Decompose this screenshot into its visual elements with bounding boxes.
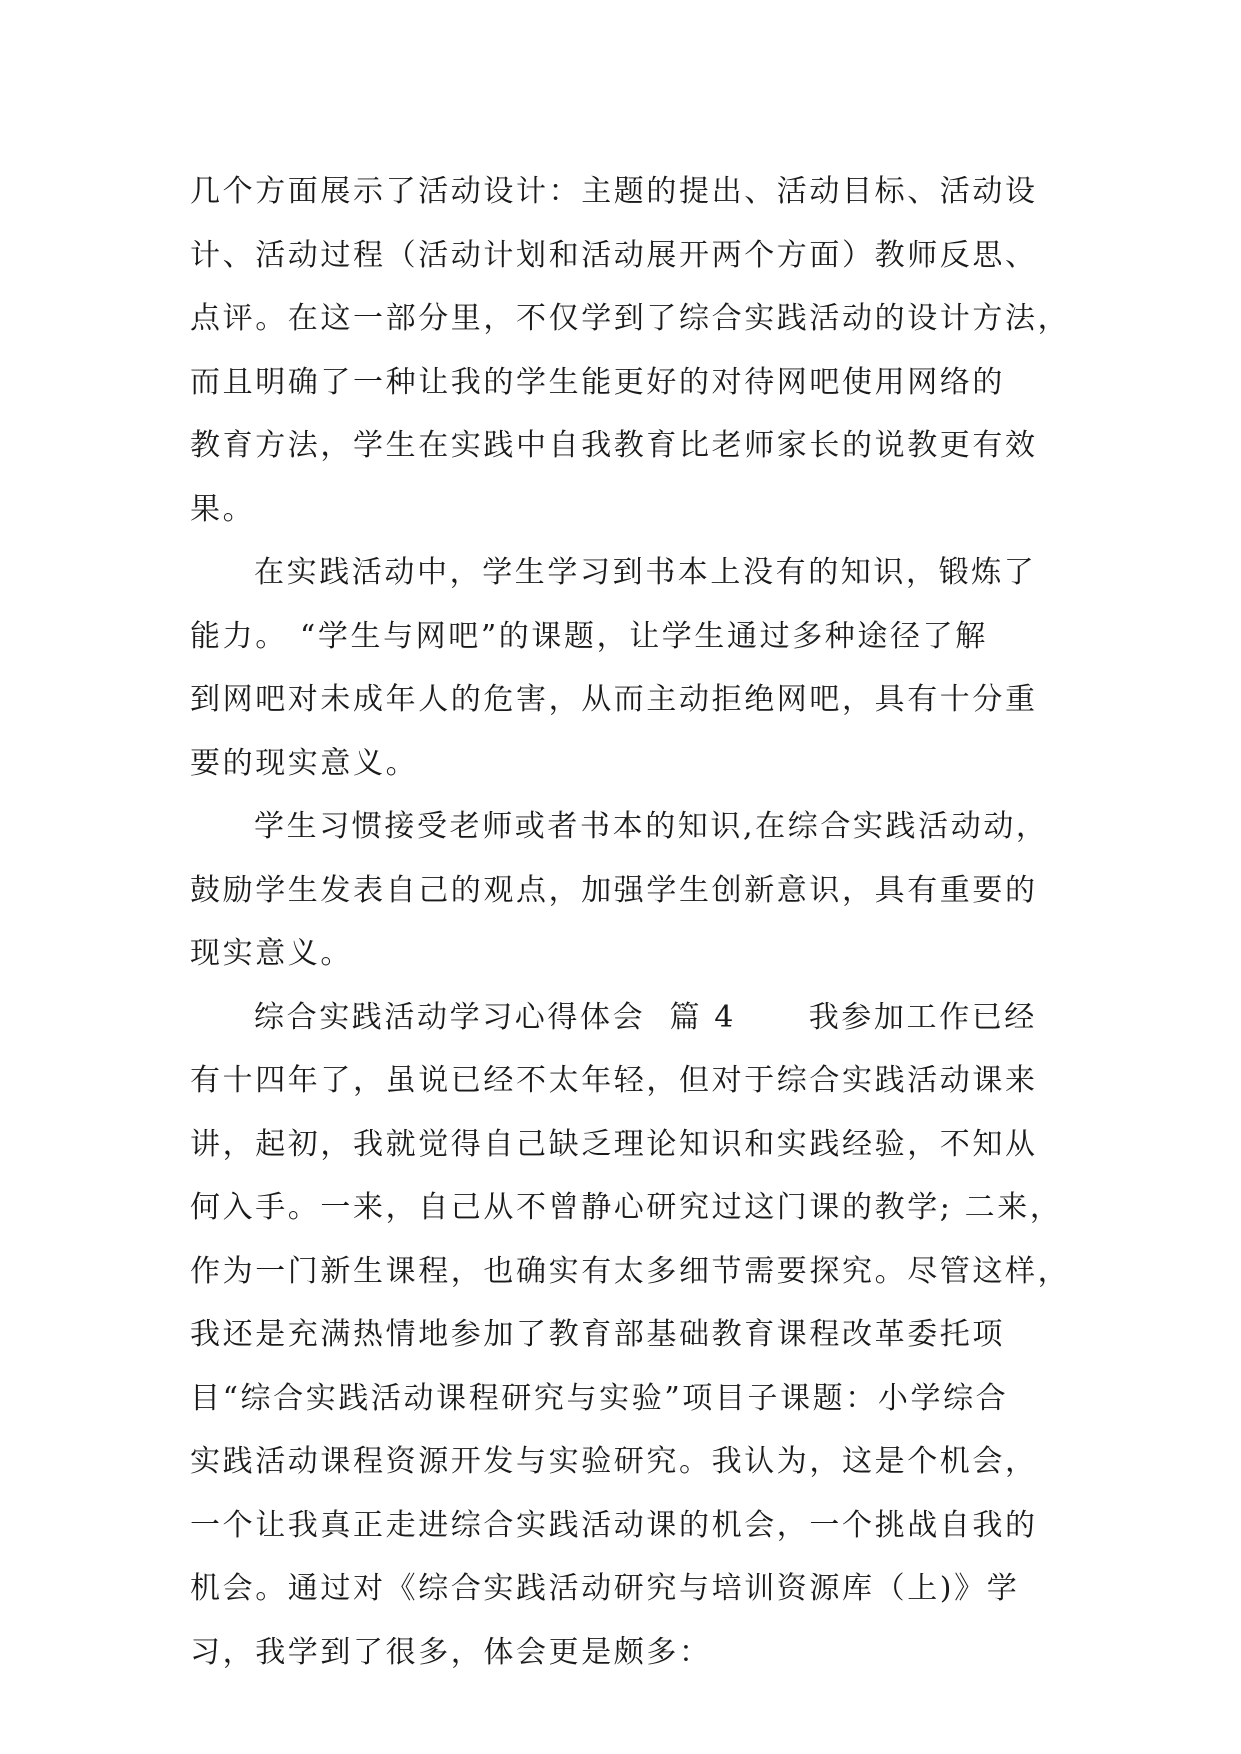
text-line: 作为一门新生课程，也确实有太多细节需要探究。尽管这样， <box>190 1253 1071 1289</box>
text-line: 教育方法，学生在实践中自我教育比老师家长的说教更有效 <box>190 428 1038 463</box>
text-line: 要的现实意义。 <box>190 745 419 781</box>
text-line: 习，我学到了很多，体会更是颇多： <box>190 1634 712 1670</box>
text-line: 目“综合实践活动课程研究与实验”项目子课题：小学综合 <box>190 1380 1009 1416</box>
text-line: 机会。通过对《综合实践活动研究与培训资源库（上)》学 <box>190 1571 1020 1606</box>
text-line: 何入手。一来，自己从不曾静心研究过这门课的教学; 二来， <box>190 1190 1063 1225</box>
text-line: 果。 <box>190 491 256 527</box>
text-line: 能力。 “学生与网吧”的课题，让学生通过多种途径了解 <box>190 618 988 654</box>
text-line: 点评。在这一部分里，不仅学到了综合实践活动的设计方法， <box>190 301 1071 336</box>
text-line: 讲，起初，我就觉得自己缺乏理论知识和实践经验，不知从 <box>190 1126 1038 1162</box>
document-body <box>190 160 1070 1684</box>
text-line: 一个让我真正走进综合实践活动课的机会，一个挑战自我的 <box>190 1507 1038 1543</box>
text-line: 而且明确了一种让我的学生能更好的对待网吧使用网络的 <box>190 364 1005 400</box>
text-line: 实践活动课程资源开发与实验研究。我认为，这是个机会， <box>190 1444 1038 1479</box>
text-line: 几个方面展示了活动设计：主题的提出、活动目标、活动设 <box>190 174 1038 209</box>
text-line: 计、活动过程（活动计划和活动展开两个方面）教师反思、 <box>190 237 1038 273</box>
text-line: 现实意义。 <box>190 936 353 971</box>
paragraph-start-line: 学生习惯接受老师或者书本的知识,在综合实践活动动， <box>254 809 1049 844</box>
section-heading-line: 综合实践活动学习心得体会 篇 4 我参加工作已经 <box>254 999 1037 1035</box>
text-line: 我还是充满热情地参加了教育部基础教育课程改革委托项 <box>190 1317 1005 1352</box>
text-line: 到网吧对未成年人的危害，从而主动拒绝网吧，具有十分重 <box>190 682 1038 717</box>
text-line: 有十四年了，虽说已经不太年轻，但对于综合实践活动课来 <box>190 1063 1038 1098</box>
text-line: 鼓励学生发表自己的观点，加强学生创新意识，具有重要的 <box>190 872 1038 908</box>
paragraph-start-line: 在实践活动中，学生学习到书本上没有的知识，锻炼了 <box>254 555 1037 590</box>
